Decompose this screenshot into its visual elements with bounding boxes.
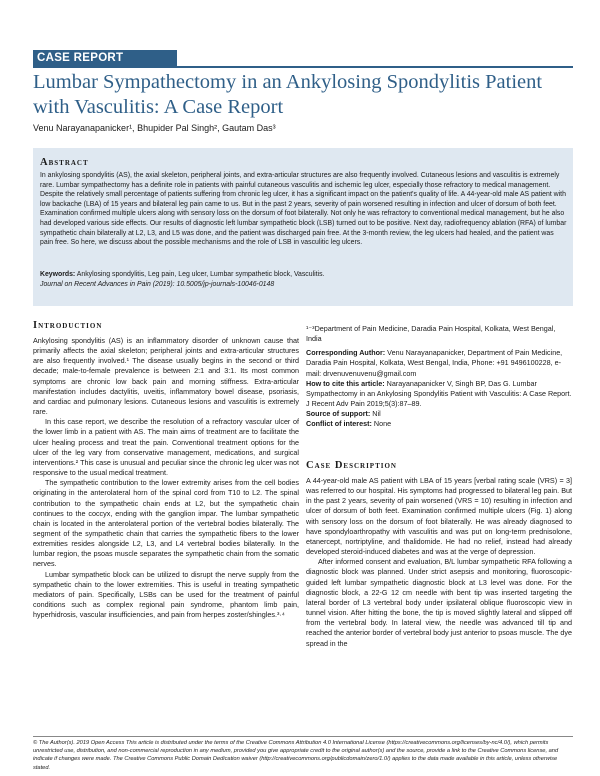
introduction-heading: Introduction <box>33 320 103 331</box>
abstract-heading: Abstract <box>40 157 89 168</box>
license-footer: © The Author(s). 2019 Open Access This article is distributed under the terms of the Creative Commons Attribution 4.0 International License (https://creativecommons.org/licenses/by-nc/4.0/), which permits unrestricted use, distribution, and non-commercial reproduction in any medium, provided you give appropriate credit to the original author(s) and the source, provide a link to the Creative Commons license, and indicate if changes were made. The Creative Commons Public Domain Dedication waiver (http://creativecommons.org/publicdomain/zero/1.0/) applies to the data made available in this article, unless otherwise stated. <box>33 740 559 771</box>
corr-label: Corresponding Author: <box>306 348 386 358</box>
intro-paragraph: In this case report, we describe the resolution of a refractory vascular ulcer of the lower limb in a patient with AS. The main aims of treatment are to facilitate the ulcer healing process and treat the pain. Conventional treatment options for the ulcer of the leg vary from conservative management, medications, and surgical interventions.² This case is unusual and peculiar since the chronic leg ulcer was not responsive to the usual medical treatment. <box>33 417 299 478</box>
intro-paragraph: Ankylosing spondylitis (AS) is an inflammatory disorder of unknown cause that primarily affects the axial skeleton; peripheral joints and extra-articular structures are also frequently involved.¹ The disease usually begins in the second or third decade; male-to-female prevalence is between 2:1 and 3:1. Its most common symptoms are chronic low back pain and morning stiffness. Extra-articular manifestation includes dactylitis, uveitis, inflammatory bowel disease, psoriasis, and cardiac and pulmonary lesions. Cutaneous lesions and vasculitis is extremely rare. <box>33 336 299 417</box>
article-title: Lumbar Sympathectomy in an Ankylosing Spondylitis Patient with Vasculitis: A Case Report <box>33 71 543 118</box>
abstract-text: In ankylosing spondylitis (AS), the axial skeleton, peripheral joints, and extra-articular structures are also frequently involved. Cutaneous lesions and vasculitis is extremely rare. Lumbar sympathectomy has a definite role in patients with painful cutaneous vasculitis and ischemic leg ulcer, especially those refractory to medical management. Despite the relatively small percentage of patients suffering from chronic leg ulcer, it has a significant impact on the patient's quality of life. A 44-year-old male AS patient with low backache (LBA) of 15 years and bilateral leg pain came to us. But in the past 2 years, severity of pain worsened resulting in infection and ulcer of dorsum of both feet. Examination confirmed multiple ulcers along with sensory loss on the dorsum of foot bilaterally. Not only he was refractory to conventional medical management, but he also had developed various side effects. Our results of diagnostic left lumbar sympathetic block (LSB) turned out to be positive. Next day, radiofrequency ablation (RFA) of lumbar sympathetic chain bilaterally at L2, L3, and L5 was done, and the patient was discharged pain free. At the 3-month review, the leg ulcers had healed, and the patient was pain free. So here, we discuss about the possible mechanisms and the role of LSB in vasculitic leg ulcers. <box>40 172 567 247</box>
case-description-heading: Case Description <box>306 460 397 471</box>
keywords-text: Ankylosing spondylitis, Leg pain, Leg ulcer, Lumbar sympathetic block, Vasculitis. <box>75 271 325 278</box>
conflict-label: Conflict of interest: <box>306 419 372 429</box>
support-label: Source of support: <box>306 409 371 419</box>
cite-label: How to cite this article: <box>306 378 385 388</box>
support-text: Nil <box>370 409 381 419</box>
footer-rule <box>33 736 573 737</box>
header-rule <box>33 66 573 68</box>
affiliation-block <box>306 324 572 430</box>
how-to-cite <box>306 379 572 409</box>
intro-paragraph: The sympathetic contribution to the lower extremity arises from the cell bodies originating in the anterolateral horn of the spinal cord from T10 to L2. The spinal contribution to the sympathetic chain ends at L2, but the sympathetic chain continues to the coccyx, ending with the ganglion impar. The lumbar sympathetic chain is located in the anterolateral portion of the vertebral bodies bilaterally. The segment of the sympathetic chain that carries the sympathetic fibers to the lower extremities resides alongside L2, L3, and L4 vertebral bodies bilaterally. In the lumbar region, the psoas muscle separates the sympathetic chain from the somatic nerves. <box>33 478 299 569</box>
affiliation-text: ¹⁻³Department of Pain Medicine, Daradia Pain Hospital, Kolkata, West Bengal, India <box>306 324 556 344</box>
journal-citation: Journal on Recent Advances in Pain (2019): 10.5005/jp-journals-10046-0148 <box>40 281 275 288</box>
corr-text: Venu Narayanapanicker, Department of Pain Medicine, Daradia Pain Hospital, Kolkata, West Bengal, India, Phone: +91 9496100228, e-mail: drvenuvenuvenu@gmail.com <box>306 348 563 378</box>
author-list: Venu Narayanapanicker¹, Bhupider Pal Singh², Gautam Das³ <box>33 123 276 133</box>
source-of-support <box>306 409 572 419</box>
keywords-label: Keywords: <box>40 271 76 278</box>
conflict-of-interest <box>306 419 572 429</box>
introduction-body <box>33 336 299 620</box>
case-paragraph: After informed consent and evaluation, B/L lumbar sympathetic RFA following a diagnostic block was planned. Under strict asepsis and monitoring, fluoroscopic-guided left lumbar sympathetic diagnostic block at L3 level was done. For the diagnostic block, a 22-G 12 cm needle with bent tip was inserted targeting the lateral border of L3 vertebral body under ipsilateral oblique fluoroscopic view in tunnel vision. After hitting the bone, the tip is moved slightly lateral and slipped off from the vertebral body. In lateral view, the needle was advanced till tip and reached the anterior border of vertebral body just anterior to psoas muscle. The dye spread in the <box>306 557 572 648</box>
corresponding-author <box>306 348 572 378</box>
case-description-body <box>306 476 572 649</box>
cite-text: Narayanapanicker V, Singh BP, Das G. Lumbar Sympathectomy in an Ankylosing Spondylitis Patient with Vasculitis: A Case Report. J Recent Adv Pain 2019;5(3):87–89. <box>306 378 572 409</box>
case-paragraph: A 44-year-old male AS patient with LBA of 15 years [verbal rating scale (VRS) = 3] was referred to our hospital. His symptoms had progressed to bilateral leg pain. But in the past 2 years, severity of pain worsened (VRS = 10) resulting in infection and ulcer of dorsum of both feet. Examination confirmed multiple ulcers (Fig. 1) along with sensory loss on the dorsum of foot bilaterally. He was already diagnosed to have spondyloarthropathy with vasculitis and was put on long-term prednisolone, etanercept, nortriptyline, and thalidomide. He had no relief, instead had already developed steroid-induced diabetes and was at the verge of depression. <box>306 476 572 557</box>
keywords-line <box>40 270 568 280</box>
conflict-text: None <box>371 419 392 429</box>
case-report-band: CASE REPORT <box>33 50 177 66</box>
intro-paragraph: Lumbar sympathetic block can be utilized to disrupt the nerve supply from the sympathetic chain to the lower extremities. This is useful in treating sympathetic mediators of pain. Specifically, LSBs can be used for the treatment of painful conditions such as complex regional pain syndrome, phantom limb pain, hyperhidrosis, vascular insufficiencies, and pain from herpes zoster/shingles.³·⁴ <box>33 569 299 620</box>
